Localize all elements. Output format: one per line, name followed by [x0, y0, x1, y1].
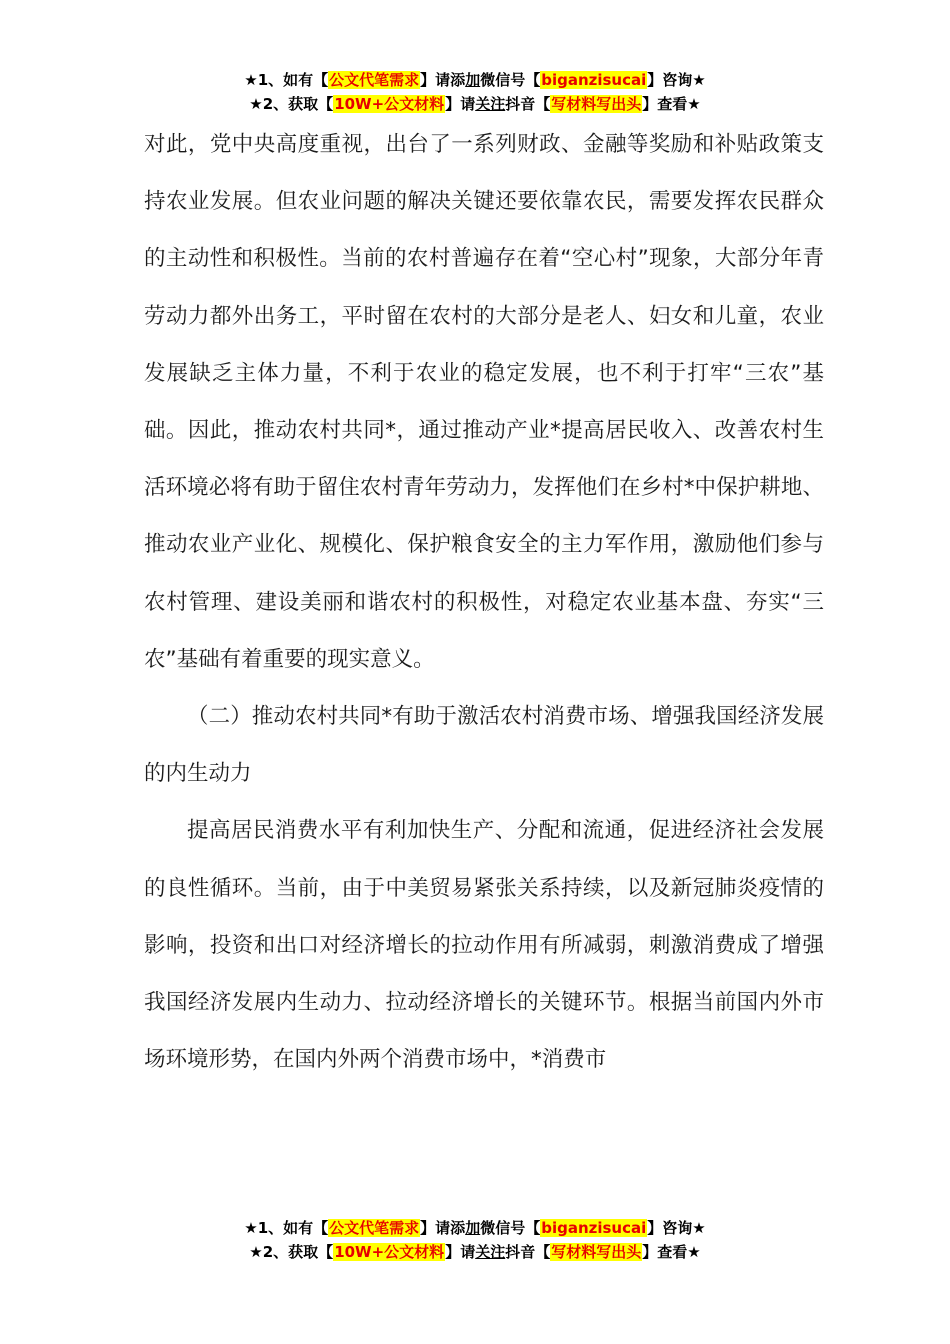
- body-paragraph: 对此，党中央高度重视，出台了一系列财政、金融等奖励和补贴政策支持农业发展。但农业问题的解决关键还要依靠农民，需要发挥农民群众的主动性和积极性。当前的农村普遍存在着“空心村”现象，大部分年青劳动力都外出务工，平时留在农村的大部分是老人、妇女和儿童，农业发展缺乏主体力量，不利于农业的稳定发展，也不利于打牢“三农”基础。因此，推动农村共同*，通过推动产业*提高居民收入、改善农村生活环境必将有助于留住农村青年劳动力，发挥他们在乡村*中保护耕地、推动农业产业化、规模化、保护粮食安全的主力军作用，激励他们参与农村管理、建设美丽和谐农村的积极性，对稳定农业基本盘、夯实“三农”基础有着重要的现实意义。: [144, 132, 824, 672]
- footer-promo-banner: [0, 1216, 950, 1264]
- promo-text: 】查看★: [642, 95, 701, 113]
- promo-text: 】请: [445, 1243, 476, 1261]
- promo-text: ★2、获取【: [249, 1243, 334, 1261]
- promo-line-2: [0, 1240, 950, 1264]
- promo-highlight: 写材料写出头: [551, 1243, 642, 1261]
- promo-underlined-text: 加: [465, 71, 481, 89]
- promo-text: 】咨询★: [647, 1219, 706, 1237]
- promo-highlight: 10W+公文材料: [334, 1243, 445, 1261]
- promo-highlight: biganzisucai: [541, 71, 647, 89]
- promo-text: ★2、获取【: [249, 95, 334, 113]
- promo-highlight: 10W+公文材料: [334, 95, 445, 113]
- promo-text: 微信号【: [480, 1219, 541, 1237]
- promo-text: 】请添: [420, 71, 466, 89]
- promo-text: ★1、如有【: [244, 1219, 329, 1237]
- body-paragraph: 提高居民消费水平有利加快生产、分配和流通，促进经济社会发展的良性循环。当前，由于中美贸易紧张关系持续，以及新冠肺炎疫情的影响，投资和出口对经济增长的拉动作用有所减弱，刺激消费成了增强我国经济发展内生动力、拉动经济增长的关键环节。根据当前国内外市场环境形势，在国内外两个消费市场中，*消费市: [144, 818, 824, 1073]
- promo-underlined-text: 关注: [475, 1243, 506, 1261]
- promo-text: 】查看★: [642, 1243, 701, 1261]
- promo-highlight: 写材料写出头: [551, 95, 642, 113]
- promo-underlined-text: 加: [465, 1219, 481, 1237]
- document-body: [144, 116, 824, 1088]
- promo-underlined-text: 关注: [475, 95, 506, 113]
- header-promo-banner: [0, 68, 950, 116]
- promo-line-1: [0, 68, 950, 92]
- promo-text: 抖音【: [505, 1243, 551, 1261]
- promo-text: 】请: [445, 95, 476, 113]
- section-heading: （二）推动农村共同*有助于激活农村消费市场、增强我国经济发展的内生动力: [144, 704, 824, 787]
- promo-highlight: 公文代笔需求: [329, 71, 420, 89]
- promo-line-1: [0, 1216, 950, 1240]
- promo-text: 】咨询★: [647, 71, 706, 89]
- promo-text: 】请添: [420, 1219, 466, 1237]
- promo-highlight: biganzisucai: [541, 1219, 647, 1237]
- promo-highlight: 公文代笔需求: [329, 1219, 420, 1237]
- promo-text: 抖音【: [505, 95, 551, 113]
- promo-line-2: [0, 92, 950, 116]
- promo-text: 微信号【: [480, 71, 541, 89]
- promo-text: ★1、如有【: [244, 71, 329, 89]
